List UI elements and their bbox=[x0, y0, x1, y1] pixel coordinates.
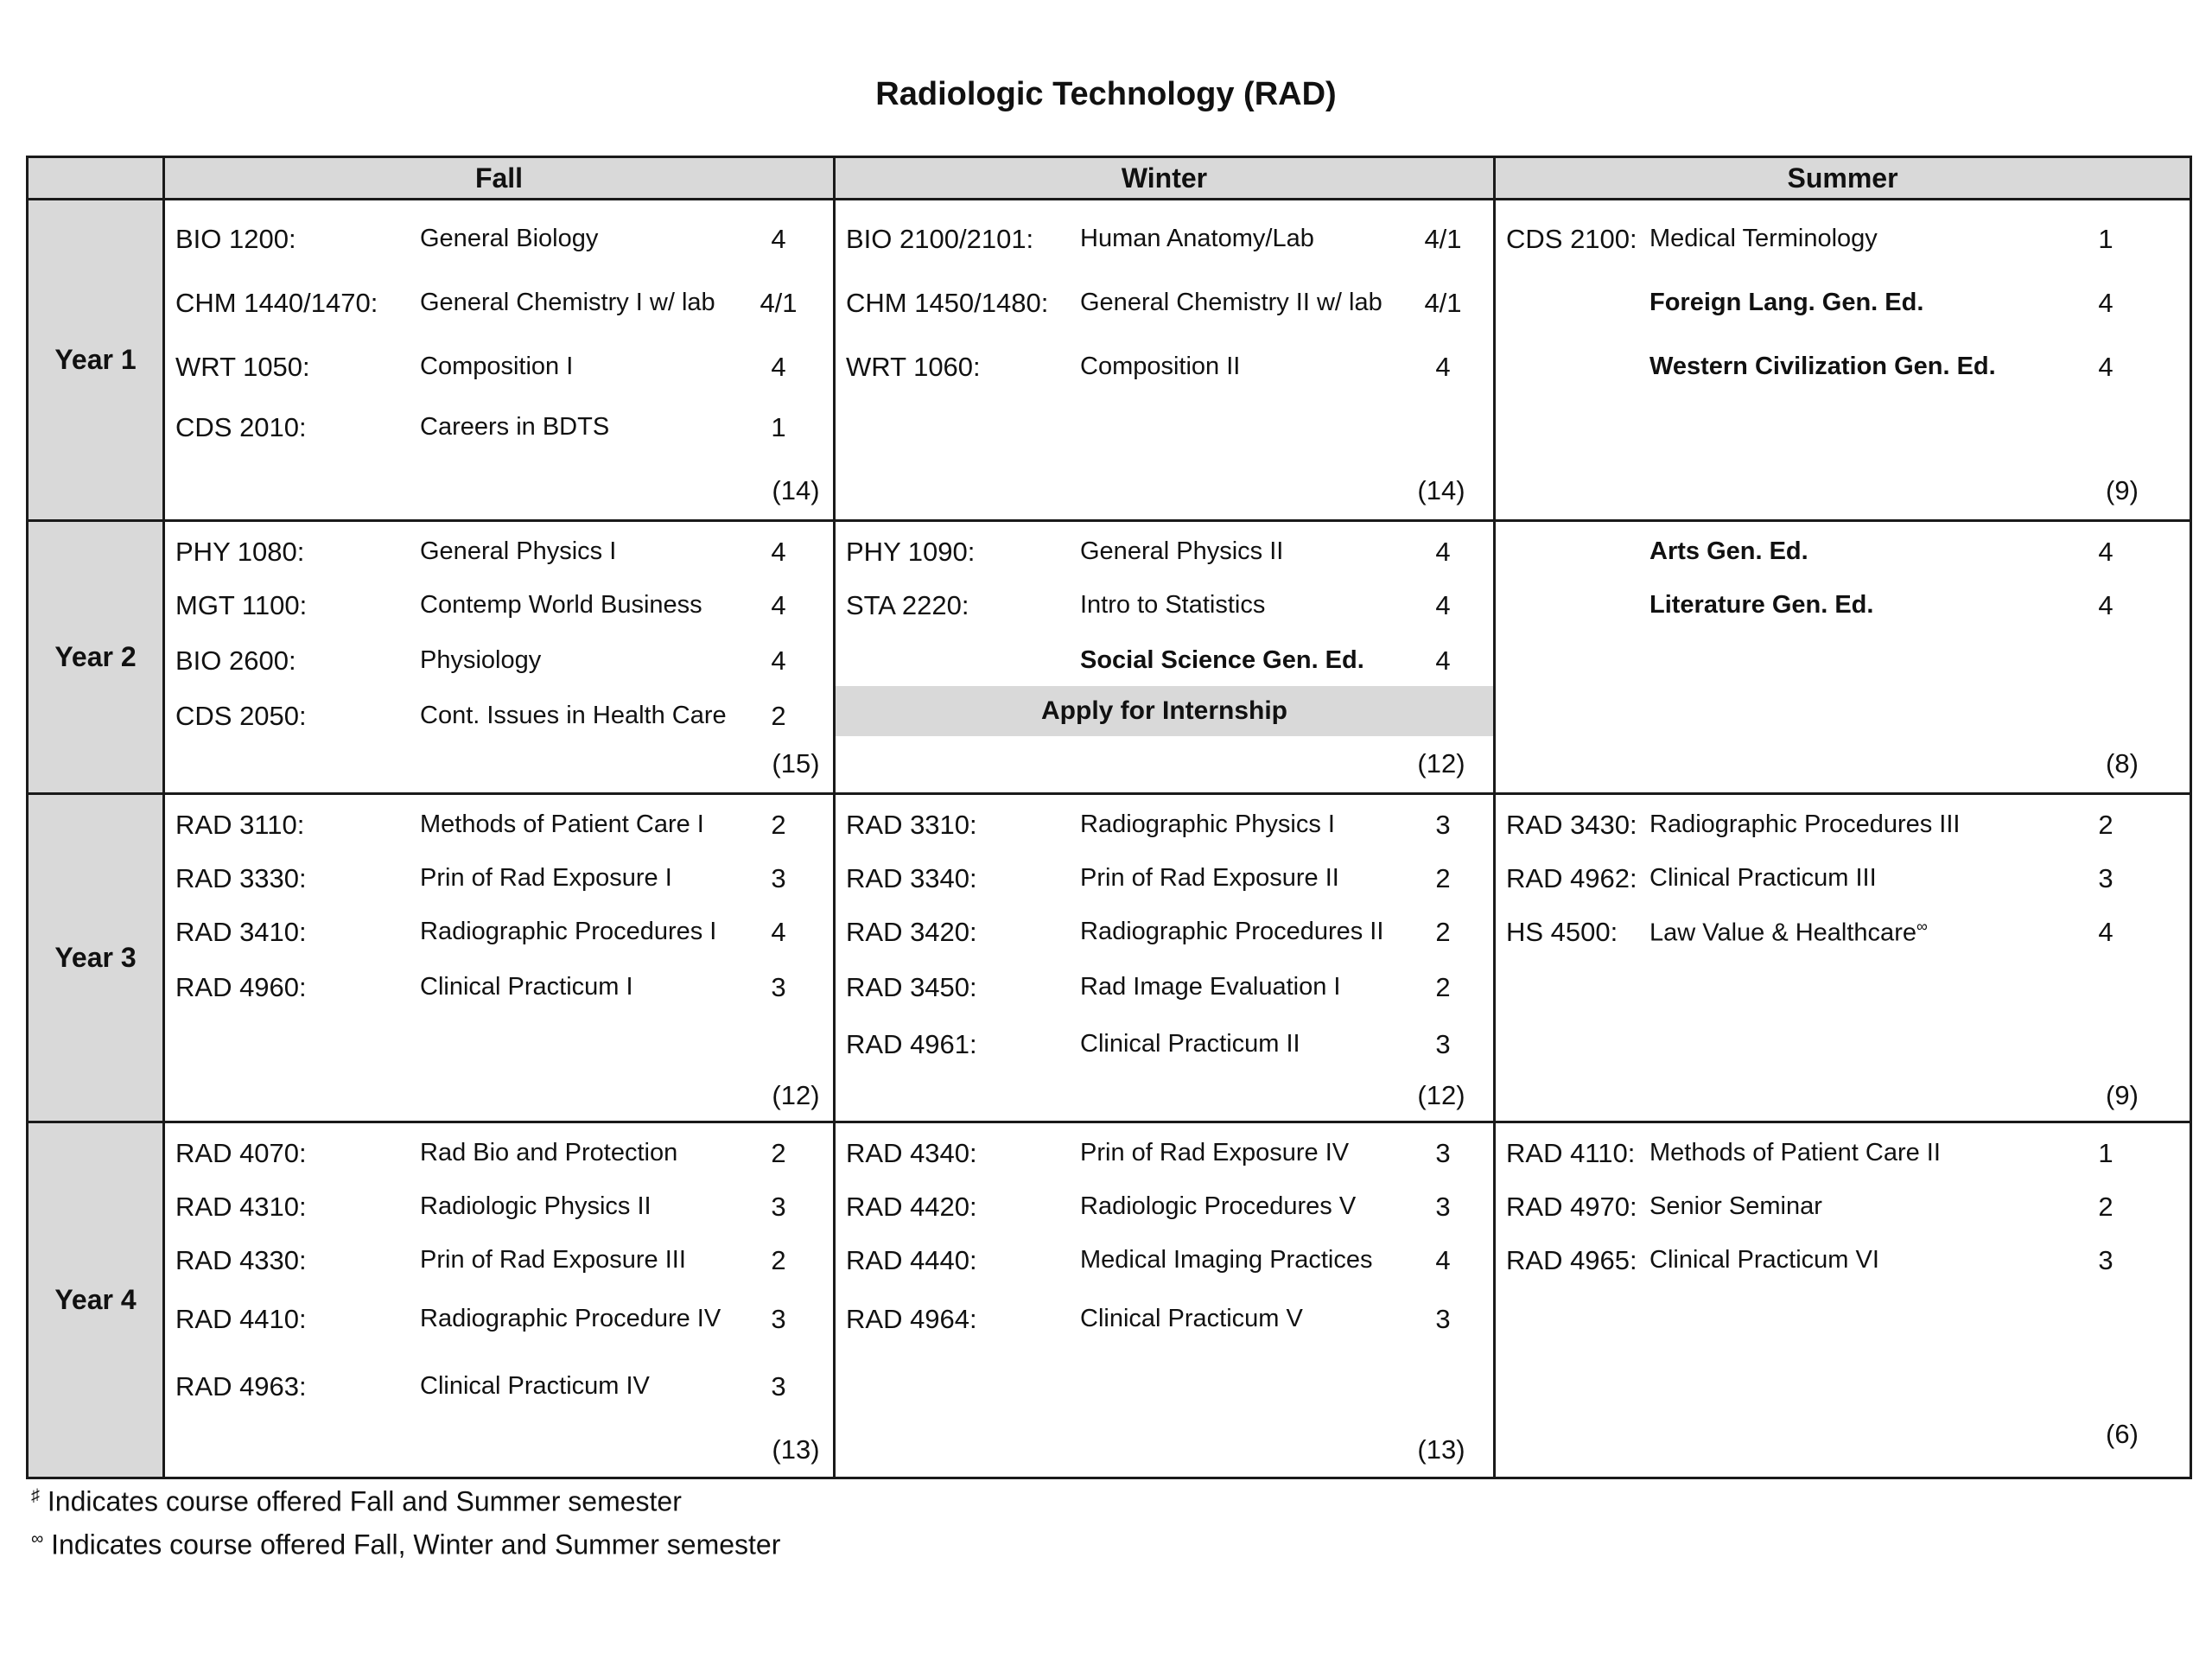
course-row bbox=[165, 1239, 809, 1282]
course-credits: 2 bbox=[771, 1245, 786, 1275]
course-code: RAD 4420: bbox=[846, 1192, 977, 1222]
course-row bbox=[165, 857, 809, 900]
course-row bbox=[1496, 218, 2173, 261]
course-code: RAD 4410: bbox=[175, 1304, 307, 1334]
course-name: Clinical Practicum II bbox=[1080, 1030, 1300, 1058]
semester-cell-summer bbox=[1495, 794, 2191, 1122]
course-name: Literature Gen. Ed. bbox=[1649, 591, 1874, 620]
year-label: Year 2 bbox=[28, 521, 164, 794]
semester-total: (9) bbox=[2106, 475, 2139, 505]
course-credits: 1 bbox=[2098, 224, 2113, 254]
course-code: CDS 2050: bbox=[175, 701, 307, 731]
page-title: Radiologic Technology (RAD) bbox=[875, 76, 1337, 112]
course-credits: 3 bbox=[1435, 1138, 1451, 1168]
semester-total: (14) bbox=[772, 475, 820, 505]
course-name: Rad Bio and Protection bbox=[420, 1139, 678, 1167]
course-credits: 2 bbox=[771, 810, 786, 840]
course-name: General Chemistry I w/ lab bbox=[420, 289, 715, 317]
course-credits: 3 bbox=[1435, 1192, 1451, 1222]
course-name: Prin of Rad Exposure IV bbox=[1080, 1139, 1350, 1167]
semester-cell-fall bbox=[164, 200, 835, 521]
course-name: Physiology bbox=[420, 646, 542, 675]
course-row bbox=[836, 1185, 1495, 1229]
footnote-fall-summer: ♯ Indicates course offered Fall and Summer semester bbox=[31, 1485, 682, 1517]
curriculum-table bbox=[26, 156, 2192, 1479]
course-credits: 2 bbox=[771, 1138, 786, 1168]
course-row bbox=[1496, 1132, 2173, 1175]
course-credits: 4/1 bbox=[760, 288, 798, 318]
semester-cell-summer bbox=[1495, 200, 2191, 521]
course-code: RAD 4070: bbox=[175, 1138, 307, 1168]
course-code: RAD 4961: bbox=[846, 1029, 977, 1059]
course-name: Prin of Rad Exposure III bbox=[420, 1246, 686, 1274]
semester-total: (12) bbox=[1417, 1080, 1465, 1110]
course-credits: 2 bbox=[771, 701, 786, 731]
course-credits: 4/1 bbox=[1424, 288, 1462, 318]
semester-cell-winter bbox=[835, 1122, 1495, 1478]
course-code: CHM 1440/1470: bbox=[175, 288, 378, 318]
course-row bbox=[1496, 282, 2173, 325]
course-name: Cont. Issues in Health Care bbox=[420, 702, 727, 730]
course-credits: 2 bbox=[1435, 863, 1451, 893]
semester-cell-fall bbox=[164, 521, 835, 794]
course-row bbox=[836, 218, 1495, 261]
course-credits: 4 bbox=[1435, 537, 1451, 567]
course-credits: 1 bbox=[771, 412, 786, 442]
course-row bbox=[836, 531, 1495, 574]
course-code: CDS 2100: bbox=[1506, 224, 1637, 254]
course-row bbox=[165, 406, 809, 449]
year-label: Year 3 bbox=[28, 794, 164, 1122]
course-credits: 3 bbox=[771, 1304, 786, 1334]
year-row bbox=[28, 1122, 2191, 1478]
course-code: RAD 4340: bbox=[846, 1138, 977, 1168]
course-name: Medical Imaging Practices bbox=[1080, 1246, 1373, 1274]
course-name: Social Science Gen. Ed. bbox=[1080, 646, 1364, 675]
course-name: Radiologic Procedures V bbox=[1080, 1192, 1357, 1221]
course-code: RAD 4440: bbox=[846, 1245, 977, 1275]
course-credits: 4 bbox=[1435, 1245, 1451, 1275]
semester-header-row bbox=[28, 157, 2191, 200]
course-name: Radiographic Procedures I bbox=[420, 918, 717, 946]
course-row bbox=[836, 1132, 1495, 1175]
course-credits: 3 bbox=[1435, 1304, 1451, 1334]
course-name: Intro to Statistics bbox=[1080, 591, 1266, 620]
course-row bbox=[836, 1239, 1495, 1282]
course-row bbox=[836, 804, 1495, 847]
course-row bbox=[1496, 804, 2173, 847]
course-credits: 2 bbox=[2098, 810, 2113, 840]
course-credits: 3 bbox=[1435, 810, 1451, 840]
course-name: Senior Seminar bbox=[1649, 1192, 1822, 1221]
course-row bbox=[165, 1365, 809, 1408]
course-name: Radiographic Procedures II bbox=[1080, 918, 1384, 946]
semester-total: (13) bbox=[772, 1434, 820, 1465]
course-code: RAD 3450: bbox=[846, 972, 977, 1002]
course-credits: 4 bbox=[2098, 352, 2113, 382]
course-name: Methods of Patient Care I bbox=[420, 810, 704, 839]
course-name: Clinical Practicum III bbox=[1649, 864, 1877, 893]
course-code: HS 4500: bbox=[1506, 917, 1618, 947]
course-row bbox=[165, 584, 809, 627]
year-row bbox=[28, 200, 2191, 521]
course-row bbox=[165, 1298, 809, 1341]
semester-cell-winter bbox=[835, 200, 1495, 521]
course-code: PHY 1090: bbox=[846, 537, 976, 567]
course-row bbox=[165, 282, 809, 325]
course-code: RAD 3410: bbox=[175, 917, 307, 947]
semester-total: (12) bbox=[1417, 748, 1465, 779]
course-name: Radiographic Physics I bbox=[1080, 810, 1335, 839]
course-name: General Physics II bbox=[1080, 537, 1284, 566]
course-credits: 4 bbox=[771, 590, 786, 620]
course-code: RAD 4963: bbox=[175, 1371, 307, 1402]
course-row bbox=[165, 966, 809, 1009]
course-name: Contemp World Business bbox=[420, 591, 702, 620]
course-row bbox=[1496, 346, 2173, 389]
course-name: Medical Terminology bbox=[1649, 225, 1878, 253]
course-credits: 3 bbox=[771, 1192, 786, 1222]
course-credits: 4 bbox=[771, 224, 786, 254]
course-row bbox=[836, 911, 1495, 954]
course-code: BIO 2600: bbox=[175, 645, 296, 676]
course-credits: 3 bbox=[2098, 863, 2113, 893]
course-name: Arts Gen. Ed. bbox=[1649, 537, 1808, 566]
course-code: RAD 3330: bbox=[175, 863, 307, 893]
course-code: PHY 1080: bbox=[175, 537, 305, 567]
course-credits: 2 bbox=[1435, 917, 1451, 947]
course-name: Human Anatomy/Lab bbox=[1080, 225, 1314, 253]
footnotes bbox=[31, 1478, 780, 1563]
course-code: RAD 3310: bbox=[846, 810, 977, 840]
course-row bbox=[1496, 911, 2173, 954]
course-code: RAD 4965: bbox=[1506, 1245, 1637, 1275]
course-name: General Biology bbox=[420, 225, 599, 253]
course-name: Composition II bbox=[1080, 353, 1241, 381]
course-name: General Physics I bbox=[420, 537, 617, 566]
course-credits: 4 bbox=[771, 352, 786, 382]
course-name: Clinical Practicum I bbox=[420, 973, 633, 1001]
year-row bbox=[28, 794, 2191, 1122]
course-code: RAD 3110: bbox=[175, 810, 305, 840]
course-code: CDS 2010: bbox=[175, 412, 307, 442]
semester-total: (15) bbox=[772, 748, 820, 779]
course-credits: 4 bbox=[2098, 288, 2113, 318]
course-credits: 4 bbox=[2098, 537, 2113, 567]
header-winter: Winter bbox=[835, 157, 1495, 200]
semester-cell-fall bbox=[164, 794, 835, 1122]
course-name: Prin of Rad Exposure II bbox=[1080, 864, 1339, 893]
course-code: RAD 4964: bbox=[846, 1304, 977, 1334]
course-row bbox=[1496, 584, 2173, 627]
course-code: RAD 3430: bbox=[1506, 810, 1637, 840]
semester-cell-winter bbox=[835, 794, 1495, 1122]
course-name: Rad Image Evaluation I bbox=[1080, 973, 1341, 1001]
course-row bbox=[1496, 531, 2173, 574]
course-row bbox=[836, 639, 1495, 683]
semester-cell-winter bbox=[835, 521, 1495, 794]
header-corner bbox=[28, 157, 164, 200]
course-credits: 4 bbox=[2098, 590, 2113, 620]
course-name: Prin of Rad Exposure I bbox=[420, 864, 672, 893]
course-row bbox=[836, 282, 1495, 325]
course-name: Radiographic Procedures III bbox=[1649, 810, 1961, 839]
semester-total: (12) bbox=[772, 1080, 820, 1110]
course-row bbox=[836, 346, 1495, 389]
course-code: WRT 1060: bbox=[846, 352, 981, 382]
course-row bbox=[836, 584, 1495, 627]
semester-total: (13) bbox=[1417, 1434, 1465, 1465]
course-credits: 4/1 bbox=[1424, 224, 1462, 254]
header-summer: Summer bbox=[1495, 157, 2191, 200]
course-credits: 2 bbox=[1435, 972, 1451, 1002]
course-credits: 2 bbox=[2098, 1192, 2113, 1222]
course-row bbox=[165, 911, 809, 954]
course-credits: 4 bbox=[2098, 917, 2113, 947]
course-row bbox=[836, 966, 1495, 1009]
course-name: Clinical Practicum IV bbox=[420, 1372, 650, 1401]
course-name: Radiologic Physics II bbox=[420, 1192, 652, 1221]
course-credits: 4 bbox=[1435, 352, 1451, 382]
course-name: Western Civilization Gen. Ed. bbox=[1649, 353, 1996, 381]
course-row bbox=[165, 1185, 809, 1229]
semester-total: (8) bbox=[2106, 748, 2139, 779]
course-name: Methods of Patient Care II bbox=[1649, 1139, 1941, 1167]
semester-cell-summer bbox=[1495, 521, 2191, 794]
semester-total: (6) bbox=[2106, 1419, 2139, 1449]
course-row bbox=[165, 695, 809, 738]
course-row bbox=[165, 346, 809, 389]
course-credits: 3 bbox=[1435, 1029, 1451, 1059]
course-row bbox=[1496, 1239, 2173, 1282]
course-name: Composition I bbox=[420, 353, 574, 381]
course-code: CHM 1450/1480: bbox=[846, 288, 1049, 318]
course-credits: 3 bbox=[771, 972, 786, 1002]
course-code: RAD 4970: bbox=[1506, 1192, 1637, 1222]
course-name: Clinical Practicum V bbox=[1080, 1305, 1303, 1333]
course-code: RAD 3420: bbox=[846, 917, 977, 947]
course-code: MGT 1100: bbox=[175, 590, 308, 620]
course-name: Foreign Lang. Gen. Ed. bbox=[1649, 289, 1924, 317]
year-label: Year 1 bbox=[28, 200, 164, 521]
semester-cell-summer bbox=[1495, 1122, 2191, 1478]
semester-cell-fall bbox=[164, 1122, 835, 1478]
footnote-all-semesters: ∞ Indicates course offered Fall, Winter and Summer semester bbox=[31, 1529, 781, 1560]
course-row bbox=[836, 857, 1495, 900]
course-credits: 4 bbox=[771, 537, 786, 567]
course-credits: 4 bbox=[771, 645, 786, 676]
course-name: Law Value & Healthcare∞ bbox=[1649, 917, 1928, 947]
course-credits: 4 bbox=[1435, 590, 1451, 620]
course-row bbox=[836, 1023, 1495, 1066]
course-credits: 3 bbox=[2098, 1245, 2113, 1275]
course-code: RAD 4962: bbox=[1506, 863, 1637, 893]
course-row bbox=[165, 218, 809, 261]
course-credits: 3 bbox=[771, 1371, 786, 1402]
header-fall: Fall bbox=[164, 157, 835, 200]
course-credits: 4 bbox=[1435, 645, 1451, 676]
course-code: RAD 4310: bbox=[175, 1192, 307, 1222]
year-row bbox=[28, 521, 2191, 794]
course-credits: 3 bbox=[771, 863, 786, 893]
year-label: Year 4 bbox=[28, 1122, 164, 1478]
course-credits: 1 bbox=[2098, 1138, 2113, 1168]
semester-total: (14) bbox=[1417, 475, 1465, 505]
course-row bbox=[165, 531, 809, 574]
course-row bbox=[165, 1132, 809, 1175]
course-code: WRT 1050: bbox=[175, 352, 310, 382]
course-code: STA 2220: bbox=[846, 590, 969, 620]
course-name: Careers in BDTS bbox=[420, 413, 610, 442]
course-name: General Chemistry II w/ lab bbox=[1080, 289, 1382, 317]
course-code: RAD 4330: bbox=[175, 1245, 307, 1275]
course-code: RAD 3340: bbox=[846, 863, 977, 893]
course-row bbox=[165, 804, 809, 847]
course-credits: 4 bbox=[771, 917, 786, 947]
course-row bbox=[1496, 857, 2173, 900]
footnote-marker: ∞ bbox=[1916, 917, 1928, 935]
course-name: Clinical Practicum VI bbox=[1649, 1246, 1879, 1274]
internship-banner: Apply for Internship bbox=[836, 686, 1493, 736]
semester-total: (9) bbox=[2106, 1080, 2139, 1110]
course-row bbox=[165, 639, 809, 683]
course-code: BIO 2100/2101: bbox=[846, 224, 1034, 254]
course-row bbox=[1496, 1185, 2173, 1229]
course-row bbox=[836, 1298, 1495, 1341]
course-code: RAD 4960: bbox=[175, 972, 307, 1002]
course-name: Radiographic Procedure IV bbox=[420, 1305, 721, 1333]
course-code: RAD 4110: bbox=[1506, 1138, 1636, 1168]
course-code: BIO 1200: bbox=[175, 224, 296, 254]
